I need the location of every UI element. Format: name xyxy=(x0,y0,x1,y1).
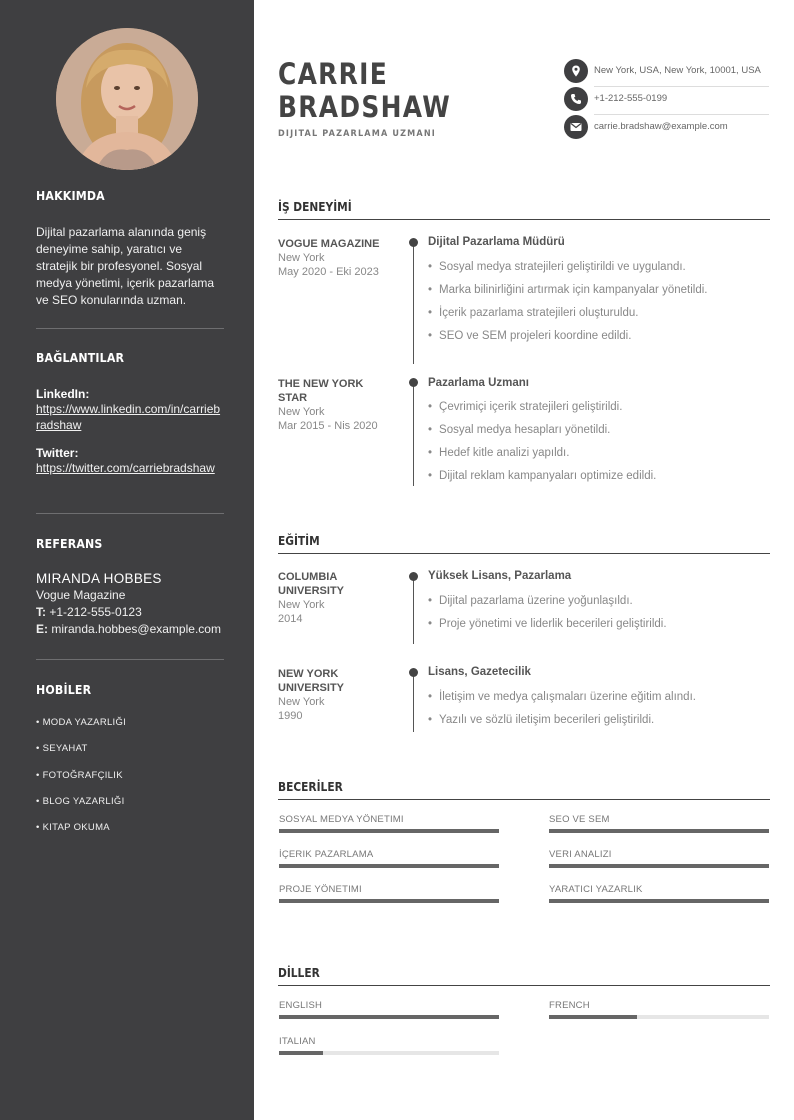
job-bullet: • SEO ve SEM projeleri koordine edildi. xyxy=(428,330,631,342)
reference-heading: REFERANS xyxy=(36,536,103,551)
reference-section xyxy=(36,536,224,638)
education-meta xyxy=(278,570,378,626)
company-name: THE NEW YORK STAR xyxy=(278,378,364,404)
school-location: New York xyxy=(278,696,325,708)
language-bar-fill xyxy=(549,1015,637,1019)
employment-dates: Mar 2015 - Nis 2020 xyxy=(278,420,378,432)
linkedin-label: LinkedIn: xyxy=(36,387,90,401)
hobbies-heading: HOBİLER xyxy=(36,682,92,697)
hobby-item: • MODA YAZARLIĞI xyxy=(36,717,127,728)
twitter-label: Twitter: xyxy=(36,446,79,460)
skill-item xyxy=(549,849,769,860)
language-item xyxy=(279,1000,499,1011)
education-bullet: • Proje yönetimi ve liderlik becerileri geliştirildi. xyxy=(428,618,667,630)
education-bullet: • İletişim ve medya çalışmaları üzerine eğitim alındı. xyxy=(428,691,696,703)
experience-heading xyxy=(278,198,770,220)
reference-name: MIRANDA HOBBES xyxy=(36,571,162,586)
reference-email-row xyxy=(36,621,224,638)
sidebar xyxy=(0,0,254,1120)
job-bullet: • Çevrimiçi içerik stratejileri geliştirildi. xyxy=(428,401,622,413)
experience-meta xyxy=(278,377,378,433)
job-bullet: • Sosyal medya hesapları yönetildi. xyxy=(428,424,610,436)
experience-heading-text: İŞ DENEYİMİ xyxy=(278,199,352,214)
hobby-item: • BLOG YAZARLIĞI xyxy=(36,796,125,807)
skill-bar-track xyxy=(279,899,499,903)
language-bar-fill xyxy=(279,1051,323,1055)
hobby-item: • FOTOĞRAFÇILIK xyxy=(36,770,123,781)
about-text: Dijital pazarlama alanında geniş deneyime sahip, yaratıcı ve stratejik bir profesyonel. Sosyal medya yönetimi, içerik pazarlama ve SEO konularında uzman. xyxy=(36,225,215,307)
skill-item xyxy=(279,884,499,895)
timeline-dot xyxy=(409,378,418,387)
job-role: Pazarlama Uzmanı xyxy=(428,377,529,389)
reference-phone-row xyxy=(36,604,224,621)
timeline-line xyxy=(413,672,414,732)
mail-icon xyxy=(564,115,588,139)
education-meta xyxy=(278,667,378,723)
job-bullet: • Sosyal medya stratejileri geliştirildi ve uygulandı. xyxy=(428,261,686,273)
language-name: FRENCH xyxy=(549,1000,590,1011)
job-title: DIJITAL PAZARLAMA UZMANI xyxy=(278,129,436,139)
school-name: NEW YORK UNIVERSITY xyxy=(278,668,345,694)
language-item xyxy=(549,1000,769,1011)
skill-name: YARATICI YAZARLIK xyxy=(549,884,643,895)
skill-name: VERI ANALIZI xyxy=(549,849,612,860)
skill-bar-fill xyxy=(279,864,499,868)
education-heading xyxy=(278,532,770,554)
profile-photo xyxy=(56,28,198,170)
skill-bar-track xyxy=(279,829,499,833)
links-heading: BAĞLANTILAR xyxy=(36,350,125,365)
skill-item xyxy=(279,849,499,860)
timeline-line xyxy=(413,383,414,486)
skill-bar-track xyxy=(549,829,769,833)
job-bullet: • Hedef kitle analizi yapıldı. xyxy=(428,447,569,459)
first-name: CARRIE xyxy=(278,57,389,91)
graduation-year: 2014 xyxy=(278,613,303,625)
job-bullet: • Dijital reklam kampanyaları optimize edildi. xyxy=(428,470,656,482)
language-item xyxy=(279,1036,499,1047)
education-bullet: • Dijital pazarlama üzerine yoğunlaşıldı. xyxy=(428,595,633,607)
address-text: New York, USA, New York, 10001, USA xyxy=(594,65,761,76)
location-pin-icon xyxy=(564,59,588,83)
hobby-item: • KITAP OKUMA xyxy=(36,822,110,833)
portrait-image xyxy=(56,28,198,170)
link-linkedin xyxy=(36,387,224,433)
divider xyxy=(36,513,224,514)
link-twitter xyxy=(36,446,224,476)
skill-bar-track xyxy=(549,899,769,903)
timeline-dot xyxy=(409,668,418,677)
skill-bar-fill xyxy=(549,829,769,833)
language-name: ITALIAN xyxy=(279,1036,316,1047)
divider xyxy=(36,659,224,660)
language-bar-fill xyxy=(279,1015,499,1019)
full-name xyxy=(278,58,451,124)
school-location: New York xyxy=(278,599,325,611)
hobbies-section xyxy=(36,682,224,697)
skill-item xyxy=(549,884,769,895)
contact-address xyxy=(564,59,769,87)
language-name: ENGLISH xyxy=(279,1000,323,1011)
skill-name: PROJE YÖNETIMI xyxy=(279,884,362,895)
experience-meta xyxy=(278,237,398,279)
skill-bar-fill xyxy=(279,899,499,903)
skill-bar-fill xyxy=(279,829,499,833)
company-location: New York xyxy=(278,252,325,264)
job-bullet: • İçerik pazarlama stratejileri oluşturuldu. xyxy=(428,307,638,319)
skill-item xyxy=(279,814,499,825)
skill-bar-fill xyxy=(549,864,769,868)
timeline-dot xyxy=(409,572,418,581)
skills-heading-text: BECERİLER xyxy=(278,779,343,794)
languages-heading-text: DİLLER xyxy=(278,965,320,980)
language-bar-track xyxy=(549,1015,769,1019)
last-name: BRADSHAW xyxy=(278,90,452,124)
timeline-dot xyxy=(409,238,418,247)
timeline-line xyxy=(413,576,414,644)
links-section xyxy=(36,350,224,476)
language-bar-track xyxy=(279,1051,499,1055)
education-bullet: • Yazılı ve sözlü iletişim becerileri geliştirildi. xyxy=(428,714,654,726)
divider xyxy=(36,328,224,329)
skill-bar-fill xyxy=(549,899,769,903)
employment-dates: May 2020 - Eki 2023 xyxy=(278,266,379,278)
company-name: VOGUE MAGAZINE xyxy=(278,238,380,250)
education-heading-text: EĞİTİM xyxy=(278,533,320,548)
reference-phone: +1-212-555-0123 xyxy=(49,605,142,619)
phone-text: +1-212-555-0199 xyxy=(594,93,668,104)
languages-heading xyxy=(278,964,770,986)
email-text[interactable]: carrie.bradshaw@example.com xyxy=(594,121,728,132)
skill-name: SOSYAL MEDYA YÖNETIMI xyxy=(279,814,404,825)
hobby-item: • SEYAHAT xyxy=(36,743,88,754)
graduation-year: 1990 xyxy=(278,710,303,722)
reference-company: Vogue Magazine xyxy=(36,588,126,602)
job-role: Dijital Pazarlama Müdürü xyxy=(428,236,565,248)
about-section xyxy=(36,188,224,309)
company-location: New York xyxy=(278,406,325,418)
contact-email xyxy=(564,115,769,143)
about-heading: HAKKIMDA xyxy=(36,188,105,203)
skill-name: İÇERIK PAZARLAMA xyxy=(279,849,374,860)
skill-item xyxy=(549,814,769,825)
degree-title: Yüksek Lisans, Pazarlama xyxy=(428,570,572,582)
skill-bar-track xyxy=(279,864,499,868)
reference-email-label: E: xyxy=(36,622,48,636)
linkedin-link[interactable]: https://www.linkedin.com/in/carriebradshaw xyxy=(36,402,221,432)
language-bar-track xyxy=(279,1015,499,1019)
skill-name: SEO VE SEM xyxy=(549,814,610,825)
timeline-line xyxy=(413,242,414,364)
job-bullet: • Marka bilinirliğini artırmak için kampanyalar yönetildi. xyxy=(428,284,707,296)
phone-icon xyxy=(564,87,588,111)
contact-phone xyxy=(564,87,769,115)
degree-title: Lisans, Gazetecilik xyxy=(428,666,531,678)
skills-heading xyxy=(278,778,770,800)
reference-phone-label: T: xyxy=(36,605,46,619)
twitter-link[interactable]: https://twitter.com/carriebradshaw xyxy=(36,461,215,475)
school-name: COLUMBIA UNIVERSITY xyxy=(278,571,345,597)
reference-email: miranda.hobbes@example.com xyxy=(51,622,221,636)
skill-bar-track xyxy=(549,864,769,868)
